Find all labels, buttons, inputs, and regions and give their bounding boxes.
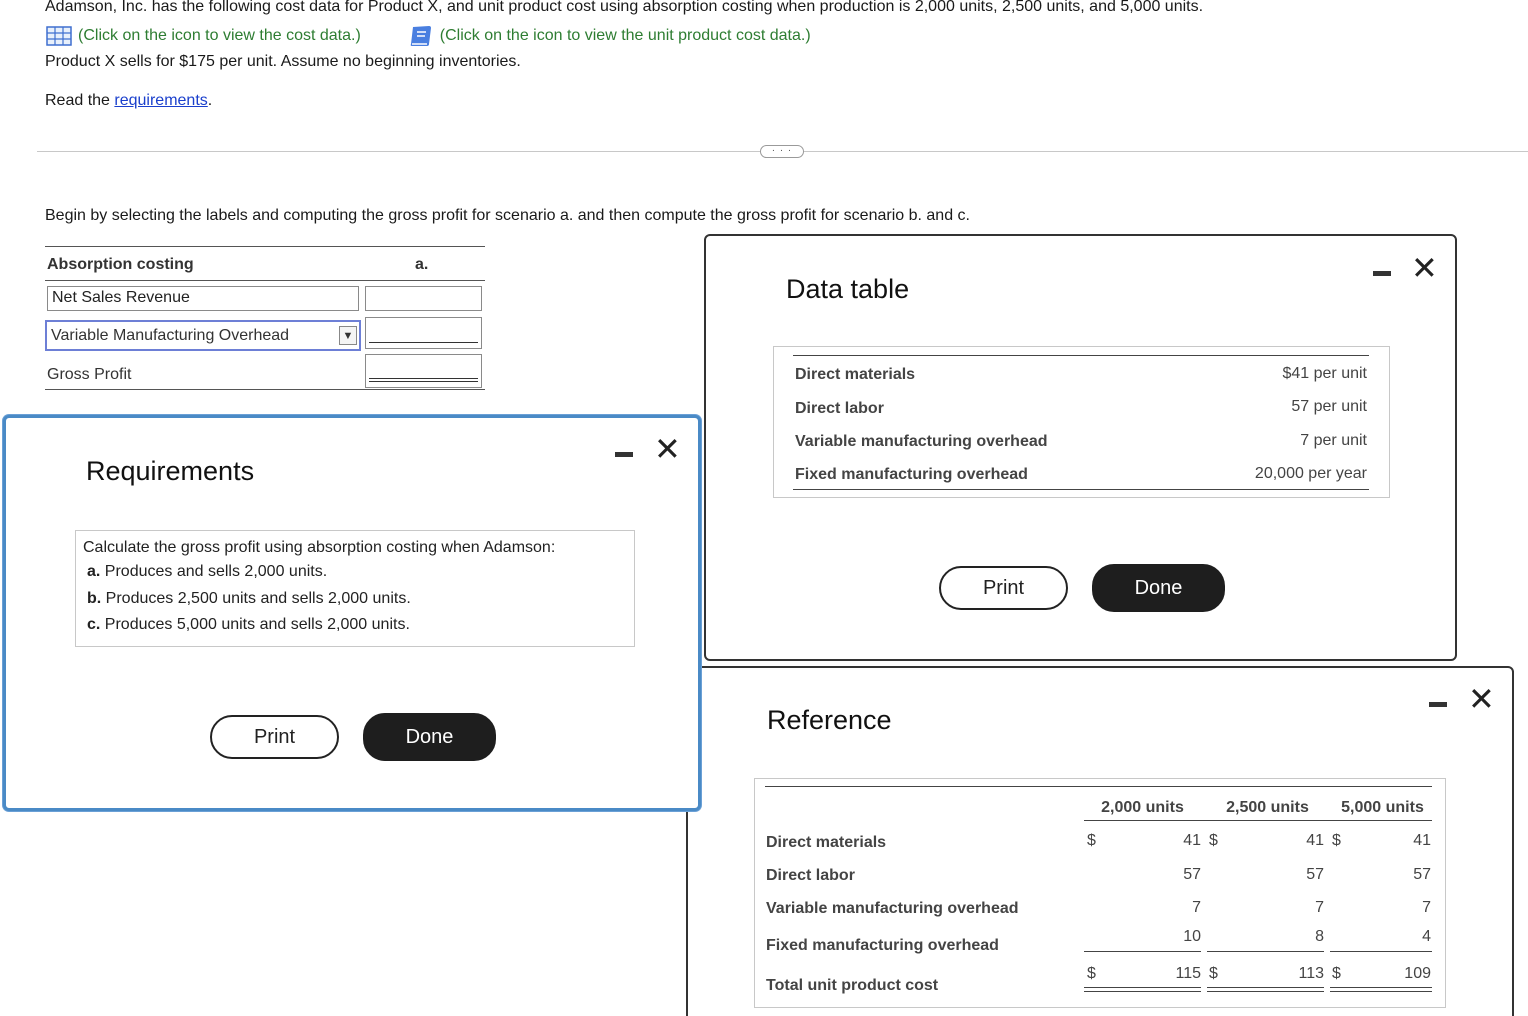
table-rule — [1084, 951, 1201, 952]
table-rule — [765, 786, 1432, 787]
unit-cost-link-text[interactable]: (Click on the icon to view the unit product cost data.) — [439, 27, 811, 44]
cell-value: 115 — [1175, 965, 1201, 982]
item-text: Produces 5,000 units and sells 2,000 units. — [104, 616, 410, 633]
cell-value: 7 — [1192, 899, 1201, 916]
row-label: Direct materials — [766, 834, 887, 851]
cell-value: 41 — [1306, 832, 1324, 849]
data-table — [773, 346, 1390, 498]
row2-label-select[interactable] — [45, 320, 361, 351]
cost-data-link[interactable] — [46, 26, 361, 46]
net-sales-value-input[interactable] — [365, 286, 482, 311]
row-label: Variable manufacturing overhead — [795, 433, 1048, 450]
row-value: 20,000 per year — [1254, 465, 1367, 482]
row-label: Fixed manufacturing overhead — [766, 937, 999, 954]
requirements-modal — [3, 415, 701, 811]
cell-value: 57 — [1183, 866, 1201, 883]
modal-title: Data table — [786, 274, 910, 304]
cell-value: 109 — [1404, 965, 1431, 982]
table-rule — [1330, 987, 1432, 988]
requirement-item — [87, 563, 327, 581]
row2-value-input[interactable] — [365, 317, 482, 349]
row-label: Fixed manufacturing overhead — [795, 466, 1028, 483]
net-sales-label-field[interactable]: Net Sales Revenue — [47, 286, 359, 311]
cell-value: 4 — [1422, 928, 1431, 945]
row-label: Total unit product cost — [766, 977, 939, 994]
read-suffix: . — [207, 92, 213, 109]
print-button[interactable]: Print — [939, 566, 1068, 610]
requirements-link[interactable]: requirements — [114, 92, 208, 109]
modal-title: Reference — [767, 705, 892, 735]
cell-value: 10 — [1183, 928, 1201, 945]
grid-icon[interactable] — [46, 26, 72, 46]
dollar-sign: $ — [1209, 965, 1218, 982]
requirement-item — [87, 616, 410, 634]
gross-profit-value-input[interactable] — [365, 354, 482, 388]
requirement-item — [87, 590, 411, 608]
column-header: 2,500 units — [1226, 799, 1309, 816]
row-value: 7 per unit — [1300, 432, 1367, 449]
done-button[interactable]: Done — [363, 713, 496, 761]
item-letter: a. — [87, 563, 101, 580]
read-requirements — [45, 92, 212, 110]
requirements-intro: Calculate the gross profit using absorption costing when Adamson: — [83, 539, 556, 556]
cell-value: 8 — [1315, 928, 1324, 945]
table-rule — [45, 389, 485, 390]
icon-row — [46, 24, 811, 48]
requirements-box — [75, 530, 635, 647]
close-icon[interactable]: ✕ — [654, 431, 681, 467]
reference-modal — [686, 666, 1514, 1016]
cell-value: 57 — [1306, 866, 1324, 883]
dropdown-arrow-icon[interactable]: ▼ — [339, 326, 357, 345]
cell-value: 7 — [1315, 899, 1324, 916]
price-statement: Product X sells for $175 per unit. Assume no beginning inventories. — [45, 53, 521, 70]
cell-value: 41 — [1183, 832, 1201, 849]
close-icon[interactable]: ✕ — [1411, 250, 1438, 286]
row-label: Direct labor — [766, 867, 855, 884]
absorption-heading: Absorption costing — [47, 256, 194, 273]
minimize-icon[interactable] — [615, 452, 633, 457]
dollar-sign: $ — [1209, 832, 1218, 849]
table-rule — [1084, 820, 1432, 821]
book-icon[interactable] — [408, 24, 434, 48]
column-header: 2,000 units — [1101, 799, 1184, 816]
cell-value: 41 — [1413, 832, 1431, 849]
item-letter: b. — [87, 590, 102, 607]
problem-statement: Adamson, Inc. has the following cost data for Product X, and unit product cost using absorption costing when production is 2,000 units, 2,500 units, and 5,000 units. — [45, 0, 1204, 15]
item-text: Produces and sells 2,000 units. — [104, 563, 328, 580]
done-button[interactable]: Done — [1092, 564, 1225, 612]
cost-data-link-text[interactable]: (Click on the icon to view the cost data.) — [78, 27, 361, 44]
table-rule — [1330, 991, 1432, 992]
unit-cost-link[interactable] — [408, 24, 811, 48]
column-a-heading: a. — [415, 256, 429, 273]
row-value: $41 per unit — [1282, 365, 1367, 382]
table-rule — [793, 355, 1369, 356]
row-label: Direct materials — [795, 366, 916, 383]
cell-value: 7 — [1422, 899, 1431, 916]
table-rule — [1084, 987, 1201, 988]
dollar-sign: $ — [1332, 832, 1341, 849]
read-prefix: Read the — [45, 92, 115, 109]
table-rule — [1084, 991, 1201, 992]
table-rule — [1207, 951, 1324, 952]
close-icon[interactable]: ✕ — [1468, 681, 1495, 717]
table-rule — [1330, 951, 1432, 952]
row-value: 57 per unit — [1291, 398, 1367, 415]
table-rule — [1207, 991, 1324, 992]
cell-value: 113 — [1298, 965, 1324, 982]
table-rule — [1207, 987, 1324, 988]
instruction: Begin by selecting the labels and computing the gross profit for scenario a. and then compute the gross profit for scenario b. and c. — [45, 207, 970, 224]
row-label: Direct labor — [795, 400, 884, 417]
row2-select-value: Variable Manufacturing Overhead — [51, 327, 290, 344]
dollar-sign: $ — [1087, 832, 1096, 849]
minimize-icon[interactable] — [1373, 271, 1391, 276]
minimize-icon[interactable] — [1429, 702, 1447, 707]
reference-table — [754, 778, 1446, 1008]
dollar-sign: $ — [1332, 965, 1341, 982]
data-table-modal — [704, 234, 1457, 661]
table-rule — [45, 280, 485, 281]
modal-title: Requirements — [86, 456, 255, 486]
row-label: Variable manufacturing overhead — [766, 900, 1019, 917]
more-button[interactable]: · · · — [760, 145, 804, 158]
table-rule — [45, 246, 485, 247]
item-text: Produces 2,500 units and sells 2,000 units. — [105, 590, 411, 607]
dollar-sign: $ — [1087, 965, 1096, 982]
item-letter: c. — [87, 616, 101, 633]
column-header: 5,000 units — [1341, 799, 1424, 816]
cell-value: 57 — [1413, 866, 1431, 883]
table-rule — [793, 489, 1369, 490]
print-button[interactable]: Print — [210, 715, 339, 759]
gross-profit-label: Gross Profit — [47, 366, 132, 383]
